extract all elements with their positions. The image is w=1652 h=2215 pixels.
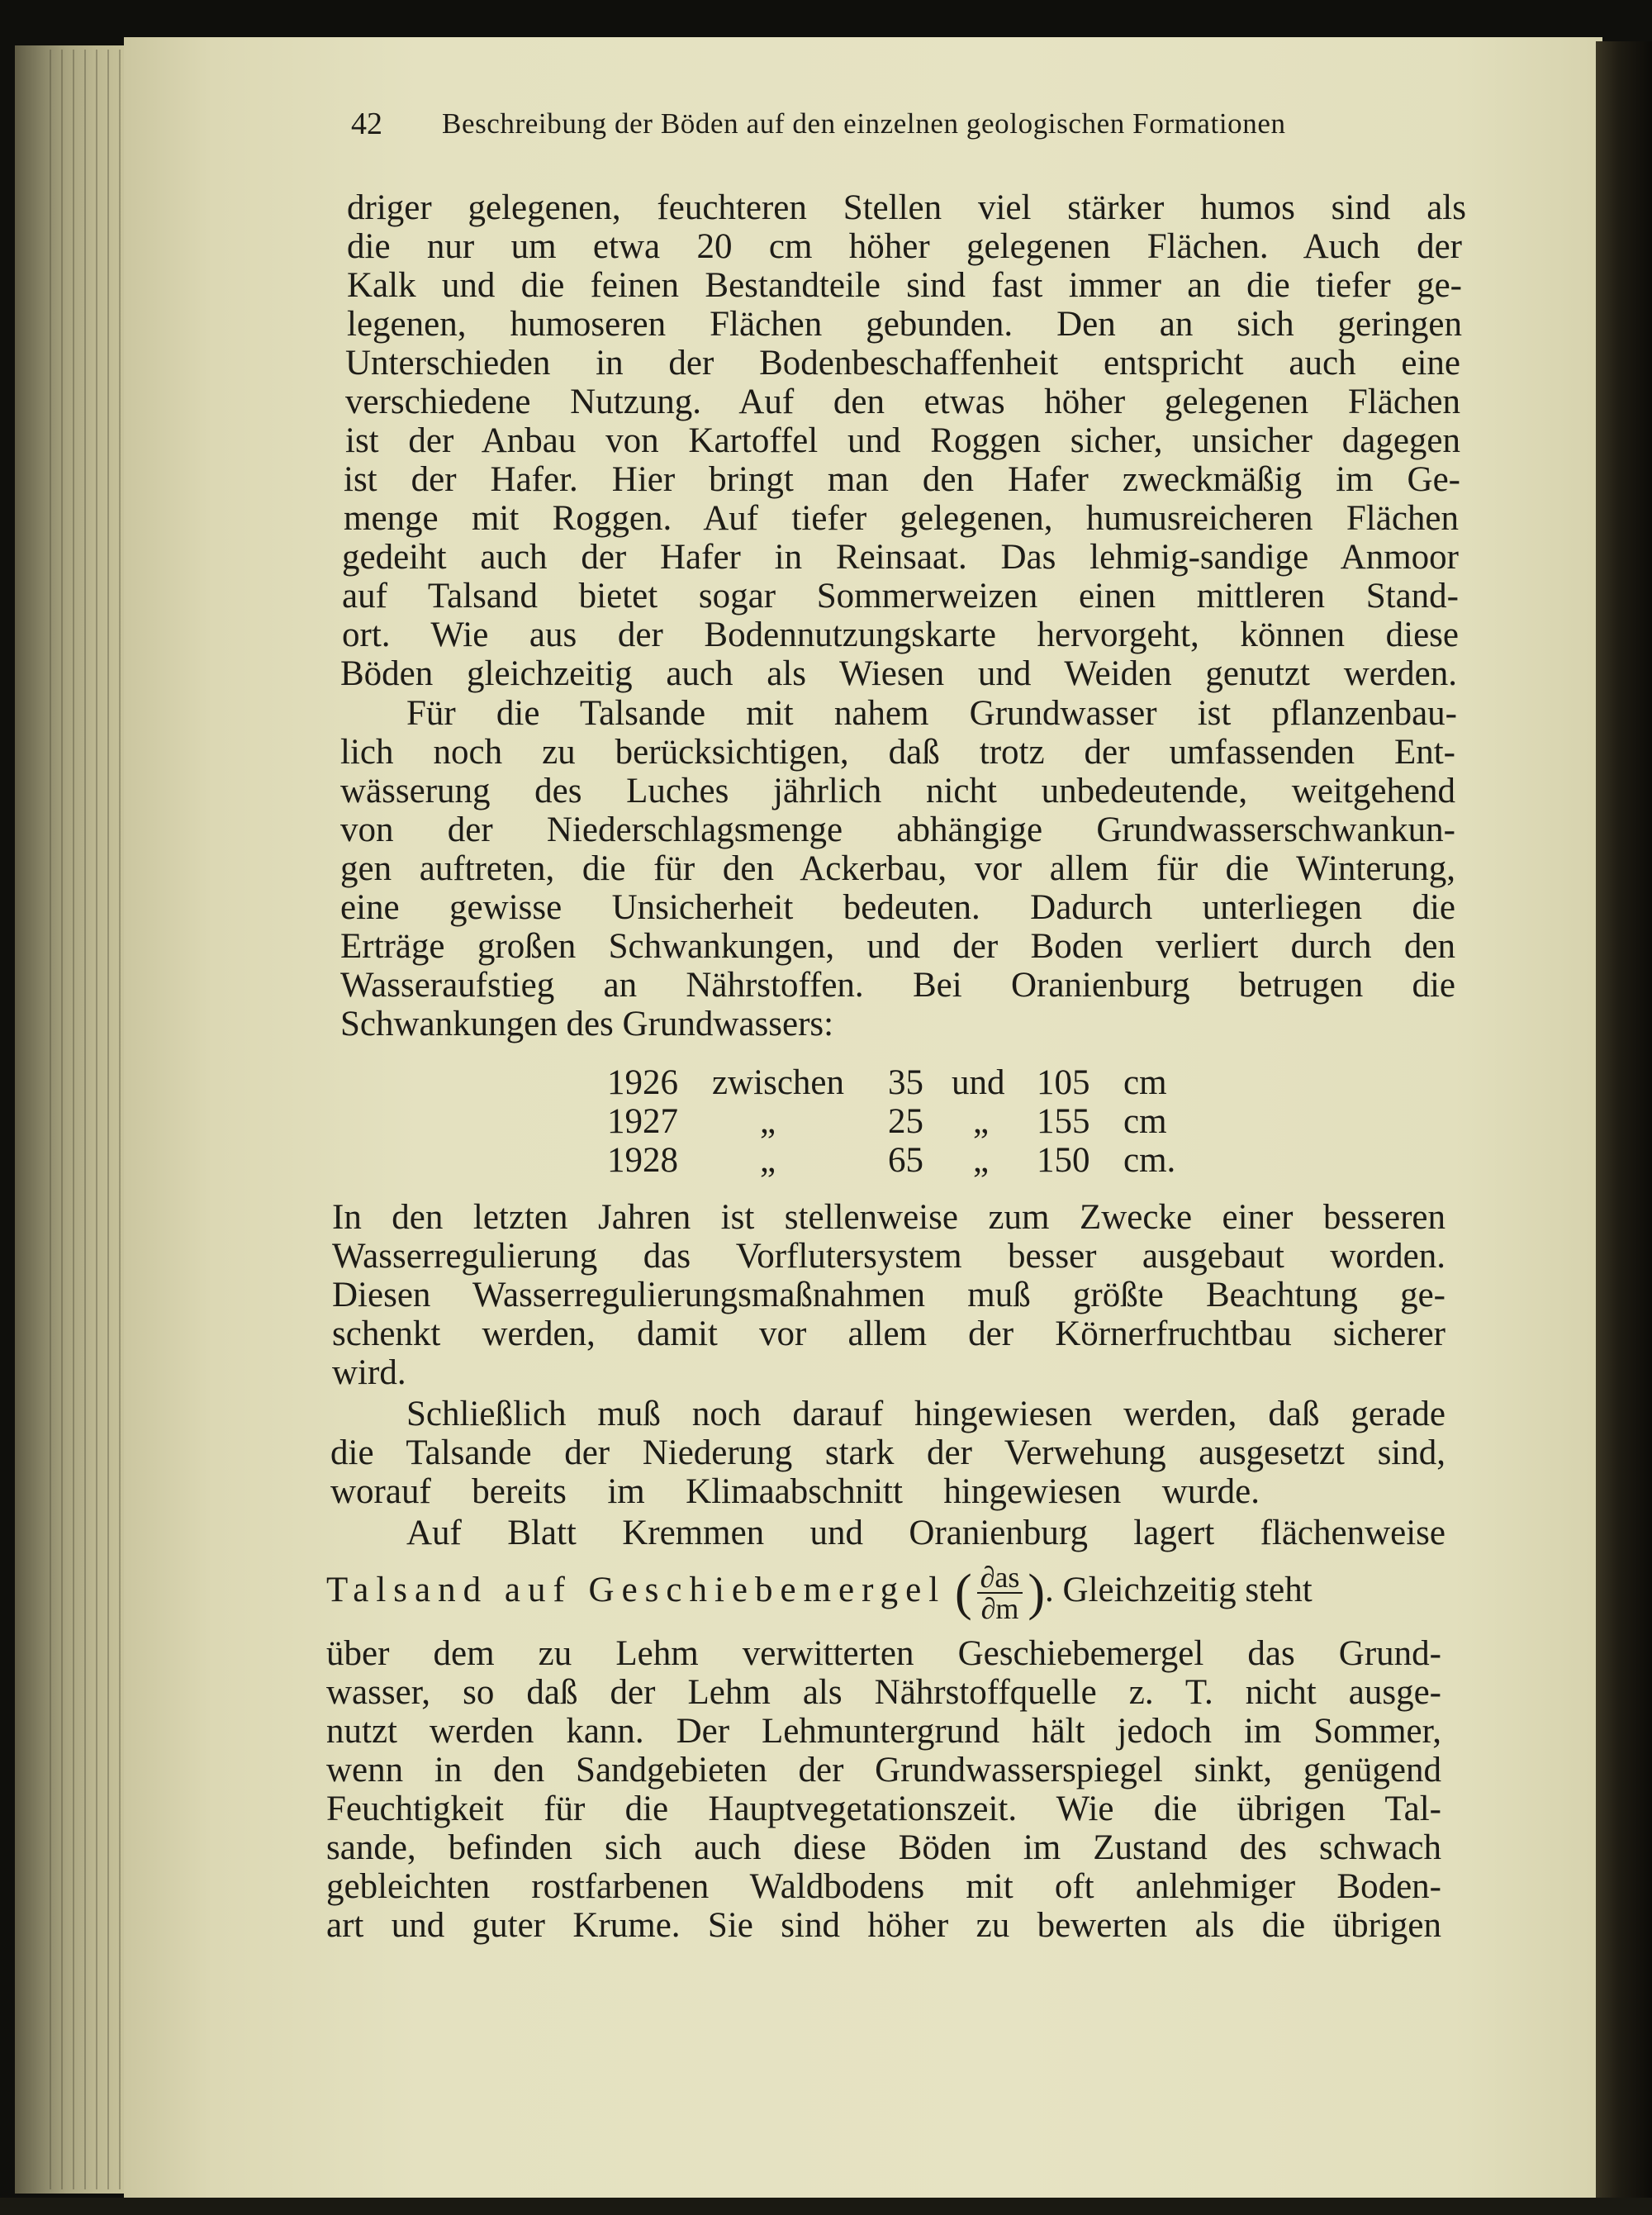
text-line: wird. [332,1353,406,1392]
text-line: ist der Hafer. Hier bringt man den Hafer zweckmäßig im Ge- [344,460,1460,499]
text-line: lich noch zu berücksichtigen, daß trotz der umfassenden Ent- [340,733,1455,772]
low-cell: 35 [888,1063,923,1102]
text-line: Feuchtigkeit für die Hauptvegetationszeit. Wie die übrigen Tal- [326,1790,1441,1828]
text-line: von der Niederschlagsmenge abhängige Grundwasserschwankun- [340,810,1455,849]
left-page-stack-lines [50,50,124,2189]
formula-open-paren: ( [954,1565,972,1622]
year-cell: 1926 [607,1063,678,1102]
text-line: eine gewisse Unsicherheit bedeuten. Dadurch unterliegen die [340,888,1455,927]
high-cell: 105 [1037,1063,1090,1102]
year-cell: 1928 [607,1141,678,1180]
word-cell: zwischen [712,1063,844,1102]
text-line: nutzt werden kann. Der Lehmuntergrund hält jedoch im Sommer, [326,1712,1441,1751]
text-line: worauf bereits im Klimaabschnitt hingewiesen wurde. [330,1472,1260,1511]
and-cell: „ [973,1141,990,1180]
text-line: ist der Anbau von Kartoffel und Roggen sicher, unsicher dagegen [345,421,1460,460]
text-line: Wasserregulierung das Vorflutersystem besser ausgebaut worden. [332,1237,1446,1276]
formula-fraction [977,1561,1023,1626]
text-line: sande, befinden sich auch diese Böden im Zustand des schwach [326,1828,1441,1867]
text-line: Wasseraufstieg an Nährstoffen. Bei Oranienburg betrugen die [340,966,1455,1005]
text-line: legenen, humoseren Flächen gebunden. Den an sich geringen [347,305,1462,344]
right-binding-edge [1596,41,1652,2215]
low-cell: 65 [888,1141,923,1180]
text-line: gedeiht auch der Hafer in Reinsaat. Das lehmig-sandige Anmoor [342,538,1459,577]
text-line: Böden gleichzeitig auch als Wiesen und Weiden genutzt werden. [340,654,1457,693]
text-line: wasser, so daß der Lehm als Nährstoffquelle z. T. nicht ausge- [326,1673,1441,1712]
text-line: ort. Wie aus der Bodennutzungskarte hervorgeht, können diese [342,616,1459,654]
text-line: gebleichten rostfarbenen Waldbodens mit oft anlehmiger Boden- [326,1867,1441,1906]
text-line: Für die Talsande mit nahem Grundwasser ist pflanzenbau- [406,694,1457,733]
high-cell: 155 [1037,1102,1090,1141]
text-line: wenn in den Sandgebieten der Grundwasserspiegel sinkt, genügend [326,1751,1441,1790]
text-line: über dem zu Lehm verwitterten Geschiebemergel das Grund- [326,1634,1441,1673]
text-line: schenkt werden, damit vor allem der Körnerfruchtbau sicherer [332,1314,1446,1353]
text-line: driger gelegenen, feuchteren Stellen viel stärker humos sind als [347,188,1466,227]
running-head [351,106,1425,147]
formula-denominator: ∂m [980,1592,1019,1626]
text-line: Kalk und die feinen Bestandteile sind fast immer an die tiefer ge- [347,266,1462,305]
formula-numerator: ∂as [977,1562,1023,1594]
text-line: menge mit Roggen. Auf tiefer gelegenen, humusreicheren Flächen [344,499,1459,538]
low-cell: 25 [888,1102,923,1141]
text-line: Schwankungen des Grundwassers: [340,1005,834,1043]
text-line: die nur um etwa 20 cm höher gelegenen Flächen. Auch der [347,227,1462,266]
word-cell: „ [760,1102,776,1141]
text-line: die Talsande der Niederung stark der Verwehung ausgesetzt sind, [330,1433,1446,1472]
text-line: gen auftreten, die für den Ackerbau, vor allem für die Winterung, [340,849,1455,888]
running-title: Beschreibung der Böden auf den einzelnen geologischen Formationen [442,107,1286,140]
year-cell: 1927 [607,1102,678,1141]
text-line: auf Talsand bietet sogar Sommerweizen einen mittleren Stand- [342,577,1459,616]
text-line: Schließlich muß noch darauf hingewiesen werden, daß gerade [406,1395,1446,1433]
text-line: Diesen Wasserregulierungsmaßnahmen muß größte Beachtung ge- [332,1276,1446,1314]
and-cell: „ [973,1102,990,1141]
unit-cell: cm. [1123,1141,1176,1180]
unit-cell: cm [1123,1063,1167,1102]
high-cell: 150 [1037,1141,1090,1180]
text-line: art und guter Krume. Sie sind höher zu bewerten als die übrigen [326,1906,1441,1945]
formula-line [326,1553,1450,1628]
unit-cell: cm [1123,1102,1167,1141]
word-cell: „ [760,1141,776,1180]
formula-close-paren: ) [1028,1565,1046,1622]
formula-trailing-text: . Gleichzeitig steht [1045,1571,1313,1609]
text-line: Unterschieden in der Bodenbeschaffenheit entspricht auch eine [345,344,1460,383]
text-line: verschiedene Nutzung. Auf den etwas höher gelegenen Flächen [345,383,1460,421]
bottom-edge [0,2198,1652,2215]
text-line: Erträge großen Schwankungen, und der Boden verliert durch den [340,927,1455,966]
text-line: Auf Blatt Kremmen und Oranienburg lagert flächenweise [406,1514,1446,1552]
text-line: wässerung des Luches jährlich nicht unbedeutende, weitgehend [340,772,1455,810]
text-line: In den letzten Jahren ist stellenweise zum Zwecke einer besseren [332,1198,1446,1237]
page-number: 42 [351,107,382,141]
and-cell: und [952,1063,1005,1102]
spaced-term: Talsand auf Geschiebemergel [326,1571,947,1609]
